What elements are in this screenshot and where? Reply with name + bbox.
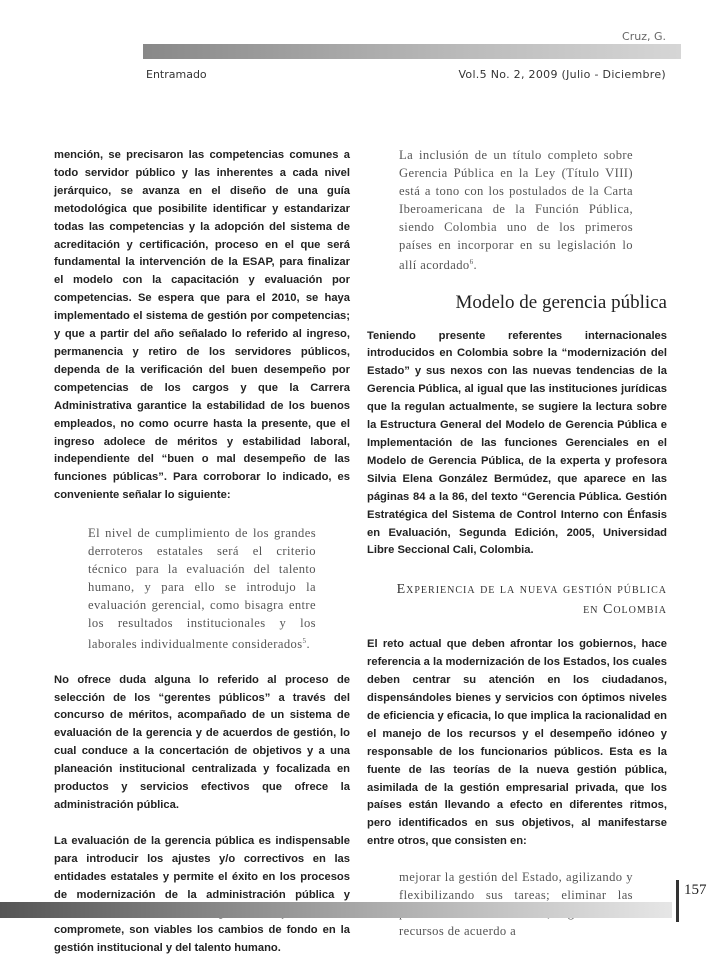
page-number: 157 (684, 882, 707, 898)
footer-bar (0, 902, 672, 918)
left-block-quote (88, 525, 316, 654)
right-block-quote-1 (399, 147, 633, 276)
left-paragraph-2: No ofrece duda alguna lo referido al proceso de selección de los “gerentes públicos” a través del concurso de méritos, acompañado de un sistema de evaluación de la gerencia y de acuerdos de gestión, lo cual conduce a la concertación de objetivos y a una planeación institucional centralizada y focalizada en productos y servicios efectivos que ofrece la administración pública. (54, 673, 350, 811)
right-paragraph-2: El reto actual que deben afrontar los gobiernos, hace referencia a la modernización de los Estados, los cuales deben centrar su atención en los ciudadanos, dispensándoles bienes y servicios con óptimos niveles de eficiencia y eficacia, lo que implica la racionalidad en el manejo de los recursos y el desempeño idóneo y responsable de los funcionarios públicos. Esta es la fuente de las teorías de la nueva gestión pública, asimilada de la gestión empresarial privada, que los países están llevando a efecto en diferentes ritmos, pero identificados en sus objetivos, al manifestarse entre otros, que consisten en: (367, 638, 667, 848)
left-paragraph-1: mención, se precisaron las competencias comunes a todo servidor público y las inherentes a cada nivel jerárquico, se avanza en el diseño de una guía metodológica que posibilite identificar y estandarizar todas las competencias y la adopción del sistema de acreditación y certificación, proceso en el que será fundamental la intervención de la ESAP, para finalizar el modelo con la capacitación y evaluación por competencias. Se espera que para el 2010, se haya implementado el sistema de gestión por competencias; y que a partir del año señalado lo referido al ingreso, permanencia y retiro de los servidores públicos, dependa de la verificación del buen desempeño por competencias de los cargos y que la Carrera Administrativa garantice la estabilidad de los buenos empleados, no como ocurre hasta la presente, que el ingreso adolece de méritos y estabilidad laboral, independiente del “buen o mal desempeño de las funciones públicas”. Para corroborar lo indicado, es conveniente señalar lo siguiente: (54, 149, 350, 502)
right-paragraph-1: Teniendo presente referentes internacionales introducidos en Colombia sobre la “modernización del Estado” y sus nexos con las nuevas tendencias de la Gerencia Pública, al igual que las instituciones jurídicas que la regulan actualmente, se sugiere la lectura sobre la Estructura General del Modelo de Gerencia Pública e Implementación de las funciones Gerenciales en el Modelo de Gerencia Pública, de la experta y profesora Silvia Elena González Bermúdez, que aparece en las páginas 84 a la 86, del texto “Gerencia Pública. Gestión Estratégica del Sistema de Control Interno con Énfasis en Evaluación, Segunda Edición, 2005, Universidad Libre Seccional Cali, Colombia. (367, 329, 667, 557)
right-quote-1-end: . (473, 258, 478, 273)
page-number-divider (676, 880, 679, 922)
right-column (367, 147, 667, 941)
subsection-title (367, 580, 667, 620)
right-quote-1-footnote-ref[interactable]: 6 (469, 258, 474, 267)
author-running-head: Cruz, G. (622, 30, 666, 43)
journal-name: Entramado (146, 68, 207, 81)
right-quote-1-text: La inclusión de un título completo sobre Gerencia Pública en la Ley (Título VIII) está a tono con los postulados de la Carta Iberoamericana de la Función Pública, siendo Colombia uno de los primeros países en incorporar en su legislación lo allí acordado (399, 148, 633, 273)
header-bar (143, 44, 681, 59)
section-title: Modelo de gerencia pública (455, 291, 667, 313)
left-quote-end: . (306, 636, 311, 651)
left-quote-text: El nivel de cumplimiento de los grandes derroteros estatales será el criterio técnico para la evaluación del talento humano, y para ello se introdujo la evaluación gerencial, como bisagra entre los resultados institucionales y los laborales individualmente considerados (88, 526, 316, 651)
left-quote-footnote-ref[interactable]: 5 (302, 636, 307, 645)
subsection-title-line-1: Experiencia de la nueva gestión pública (396, 582, 667, 598)
left-column (54, 147, 350, 958)
right-block-quote-2: mejorar la gestión del Estado, agilizando y flexibilizando sus tareas; eliminar las recursos de acuerdo a (399, 870, 633, 938)
left-paragraph-3: La evaluación de la gerencia pública es indispensable para introducir los ajustes y/o correctivos en las entidades estatales y permite el éxito en los procesos de modernización de la administración pública y compromete, son viables los cambios de fondo en la gestión institucional y del talento humano. (54, 834, 350, 955)
subsection-title-line-2: en Colombia (583, 602, 667, 618)
issue-info: Vol.5 No. 2, 2009 (Julio - Diciembre) (458, 68, 666, 81)
